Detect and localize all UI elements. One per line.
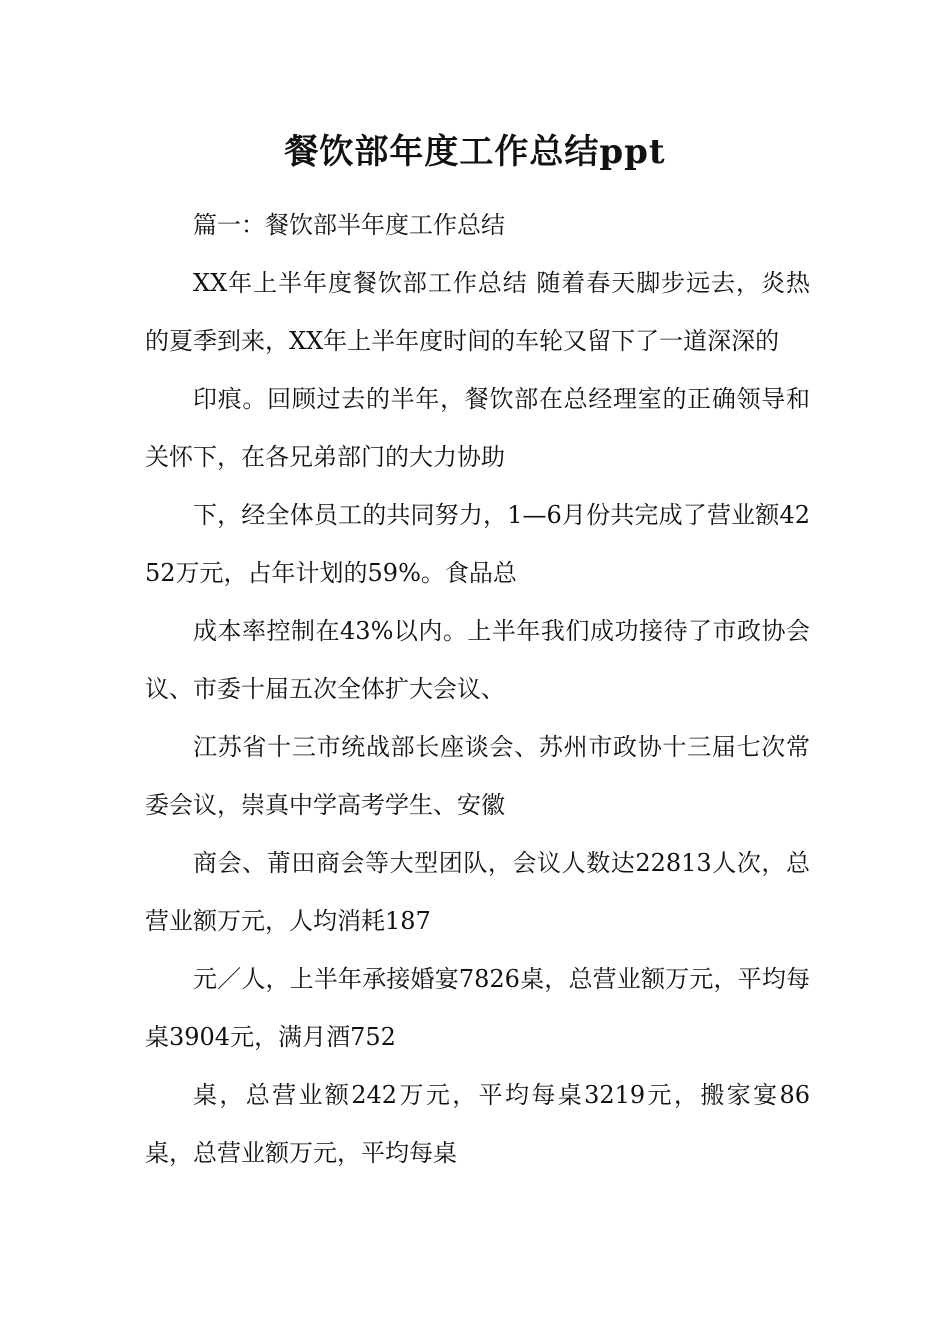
paragraph: 桌，总营业额242万元，平均每桌3219元，搬家宴86桌，总营业额万元，平均每桌: [145, 1081, 810, 1167]
paragraph: XX年上半年度餐饮部工作总结 随着春天脚步远去，炎热的夏季到来，XX年上半年度时间的车轮又留下了一道深深的: [145, 269, 810, 355]
paragraph: 江苏省十三市统战部长座谈会、苏州市政协十三届七次常委会议，崇真中学高考学生、安徽: [145, 733, 810, 819]
paragraph: 印痕。回顾过去的半年，餐饮部在总经理室的正确领导和关怀下，在各兄弟部门的大力协助: [145, 385, 810, 471]
paragraph: 篇一：餐饮部半年度工作总结: [193, 211, 505, 239]
paragraph: 元／人，上半年承接婚宴7826桌，总营业额万元，平均每桌3904元，满月酒752: [145, 965, 810, 1051]
paragraph: 成本率控制在43%以内。上半年我们成功接待了市政协会议、市委十届五次全体扩大会议、: [145, 617, 810, 703]
document-title: 餐饮部年度工作总结ppt: [284, 132, 666, 172]
paragraph: 下，经全体员工的共同努力，1—6月份共完成了营业额4252万元，占年计划的59%。食品总: [145, 501, 810, 587]
document-body: [145, 196, 810, 1182]
paragraph: 商会、莆田商会等大型团队，会议人数达22813人次，总营业额万元，人均消耗187: [145, 849, 810, 935]
